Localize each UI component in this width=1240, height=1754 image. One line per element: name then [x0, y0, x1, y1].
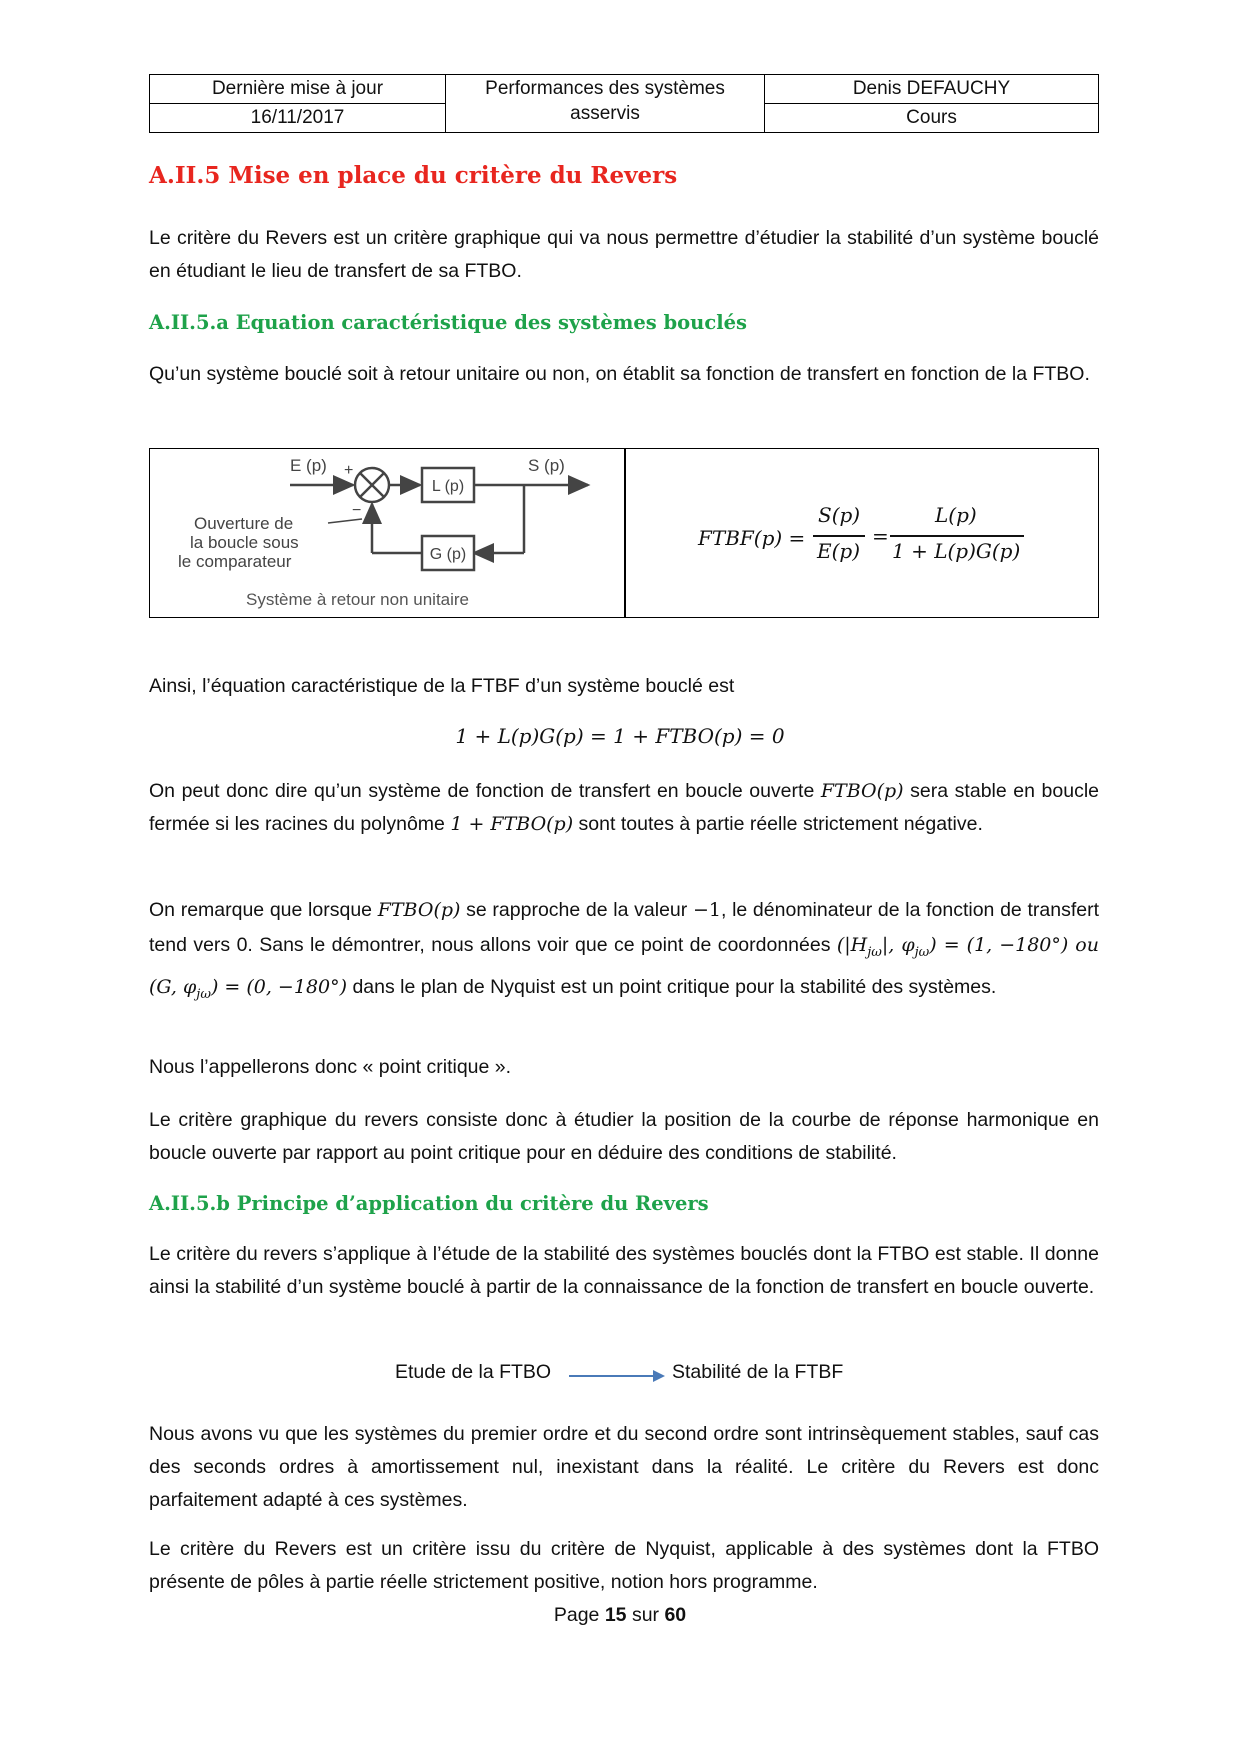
sub-a-paragraph-6: Le critère graphique du revers consiste donc à étudier la position de la courbe de réponse harmonique en boucle ouverte par rapport au point critique pour en déduire des conditions de stabilité.: [149, 1109, 1099, 1164]
doc-title-line2: asservis: [570, 103, 640, 124]
block-diagram: [150, 449, 624, 617]
formula-lhs: FTBF(p) =: [698, 526, 806, 550]
flow-arrow-icon: [569, 1366, 669, 1386]
formula-num2: L(p): [935, 503, 977, 527]
plus-sign: +: [344, 462, 354, 479]
formula-den2: 1 + L(p)G(p): [892, 539, 1021, 563]
doc-type: Cours: [765, 104, 1099, 133]
author: Denis DEFAUCHY: [765, 75, 1099, 104]
subsection-b-title: A.II.5.b Principe d’application du critère du Revers: [149, 1192, 709, 1215]
sub-b-paragraph-2: Nous avons vu que les systèmes du premier ordre et du second ordre sont intrinsèquement stables, sauf cas des seconds ordres à amortissement nul, inexistant dans la réalité. Le critère du Revers est donc parfaitement adapté à ces systèmes.: [149, 1423, 1099, 1511]
updated-label: Dernière mise à jour: [150, 75, 446, 104]
block-diagram-figure: [149, 448, 1099, 618]
formula-den1: E(p): [817, 539, 861, 563]
minus-sign: −: [352, 502, 362, 519]
flow-left-label: Etude de la FTBO: [395, 1361, 552, 1383]
ftbo-to-ftbf-flow: [0, 1357, 1240, 1397]
annotation-line-1: Ouverture de: [194, 514, 294, 533]
sub-a-paragraph-5: Nous l’appellerons donc « point critique ».: [149, 1056, 512, 1078]
input-label: E (p): [290, 456, 327, 475]
sub-a-paragraph-4: On remarque que lorsque FTBO(p) se rapproche de la valeur −1, le dénominateur de la fonction de transfert tend vers 0. Sans le démontrer, nous allons voir que ce point de coordonnées ($|H_{j\omega}|$, $\varphi_{j\omega}) = (1$, −180°) ou (G, $\varphi_{j\omega}) = (0$, −180°) dans le plan de Nyquist est un point critique pour la stabilité des systèmes.: [149, 899, 1099, 1002]
output-label: S (p): [528, 456, 565, 475]
sub-b-paragraph-1: Le critère du revers s’applique à l’étude de la stabilité des systèmes bouclés dont la FTBO est stable. Il donne ainsi la stabilité d’un système bouclé à partir de la connaissance de la fonction de transfert en boucle ouverte.: [149, 1243, 1099, 1298]
diagram-caption: Système à retour non unitaire: [246, 590, 470, 609]
flow-right-label: Stabilité de la FTBF: [672, 1361, 844, 1383]
characteristic-equation: 1 + L(p)G(p) = 1 + FTBO(p) = 0: [455, 724, 785, 748]
formula-eq: =: [872, 524, 889, 548]
sub-a-paragraph-3: On peut donc dire qu’un système de fonction de transfert en boucle ouverte FTBO(p) sera stable en boucle fermée si les racines du polynôme 1 + FTBO(p) sont toutes à partie réelle strictement négative.: [149, 780, 1100, 835]
header-table: [149, 74, 1099, 133]
forward-block-label: L (p): [431, 478, 465, 495]
feedback-block-label: G (p): [429, 546, 467, 563]
annotation-line-2: la boucle sous: [190, 533, 299, 552]
annotation-line-3: le comparateur: [178, 552, 292, 571]
section-intro: Le critère du Revers est un critère graphique qui va nous permettre d’étudier la stabilité d’un système bouclé en étudiant le lieu de transfert de sa FTBO.: [149, 227, 1099, 282]
update-date: 16/11/2017: [150, 104, 446, 133]
doc-title-line1: Performances des systèmes: [485, 78, 725, 99]
sub-a-paragraph-1: Qu’un système bouclé soit à retour unitaire ou non, on établit sa fonction de transfert en fonction de la FTBO.: [149, 363, 1090, 385]
page-footer: Page 15 sur 60: [553, 1604, 687, 1626]
subsection-a-title: A.II.5.a Equation caractéristique des systèmes bouclés: [149, 311, 748, 334]
figure-divider: [624, 449, 626, 617]
formula-num1: S(p): [818, 503, 861, 527]
doc-title: [446, 75, 765, 133]
sub-b-paragraph-3: Le critère du Revers est un critère issu du critère de Nyquist, applicable à des systèmes dont la FTBO présente de pôles à partie réelle strictement positive, notion hors programme.: [149, 1538, 1099, 1593]
section-title: A.II.5 Mise en place du critère du Revers: [149, 162, 678, 189]
sub-a-paragraph-2: Ainsi, l’équation caractéristique de la FTBF d’un système bouclé est: [149, 675, 735, 697]
